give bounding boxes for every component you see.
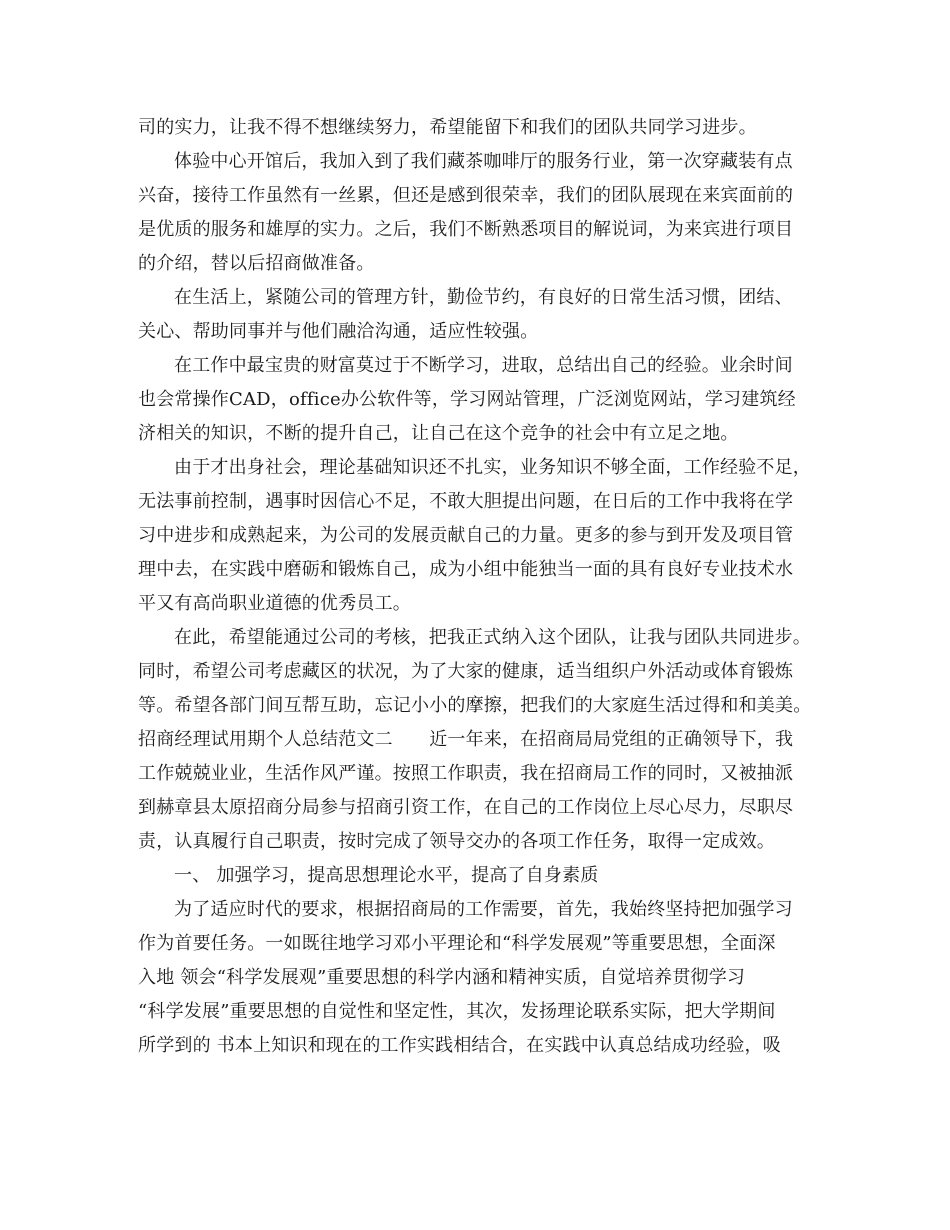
paragraph-line: 为了适应时代的要求，根据招商局的工作需要，首先，我始终坚持把加强学习 xyxy=(174,899,793,920)
paragraph-line: 工作兢兢业业，生活作风严谨。按照工作职责，我在招商局工作的同时，又被抽派 xyxy=(138,763,794,784)
paragraph-line: 体验中心开馆后，我加入到了我们藏茶咖啡厅的服务行业，第一次穿藏装有点 xyxy=(174,151,793,172)
paragraph-line: 的介绍，替以后招商做准备。 xyxy=(138,253,375,274)
paragraph-line: 关心、帮助同事并与他们融洽沟通，适应性较强。 xyxy=(138,321,539,342)
paragraph-line: 也会常操作CAD，office办公软件等，学习网站管理，广泛浏览网站，学习建筑经 xyxy=(138,389,796,410)
paragraph-line: 平又有高尚职业道德的优秀员工。 xyxy=(138,593,411,614)
paragraph-line: 等。希望各部门间互帮互助，忘记小小的摩擦，把我们的大家庭生活过得和和美美。 xyxy=(138,695,812,716)
paragraph-line: 是优质的服务和雄厚的实力。之后，我们不断熟悉项目的解说词，为来宾进行项目 xyxy=(138,219,794,240)
paragraph-line: 到赫章县太原招商分局参与招商引资工作，在自己的工作岗位上尽心尽力，尽职尽 xyxy=(138,797,794,818)
paragraph-line: 无法事前控制，遇事时因信心不足，不敢大胆提出问题，在日后的工作中我将在学 xyxy=(138,491,794,512)
section-heading: 一、 加强学习，提高思想理论水平，提高了自身素质 xyxy=(174,865,599,886)
section-title-line: 招商经理试用期个人总结范文二 近一年来，在招商局局党组的正确领导下，我 xyxy=(138,729,794,750)
paragraph-line: 责，认真履行自己职责，按时完成了领导交办的各项工作任务，取得一定成效。 xyxy=(138,831,775,852)
paragraph-line: 同时，希望公司考虑藏区的状况，为了大家的健康，适当组织户外活动或体育锻炼 xyxy=(138,661,794,682)
paragraph-line: 作为首要任务。一如既往地学习邓小平理论和“科学发展观”等重要思想，全面深 xyxy=(138,933,776,954)
paragraph-line: 所学到的 书本上知识和现在的工作实践相结合，在实践中认真总结成功经验，吸 xyxy=(138,1035,781,1056)
paragraph-line: 在工作中最宝贵的财富莫过于不断学习，进取，总结出自己的经验。业余时间 xyxy=(174,355,793,376)
paragraph-line: “科学发展”重要思想的自觉性和坚定性，其次，发扬理论联系实际，把大学期间 xyxy=(138,1001,776,1022)
paragraph-line: 司的实力，让我不得不想继续努力，希望能留下和我们的团队共同学习进步。 xyxy=(138,117,757,138)
paragraph-line: 理中去，在实践中磨砺和锻炼自己，成为小组中能独当一面的具有良好专业技术水 xyxy=(138,559,794,580)
paragraph-line: 入地 领会“科学发展观”重要思想的科学内涵和精神实质，自觉培养贯彻学习 xyxy=(138,967,746,988)
paragraph-line: 习中进步和成熟起来，为公司的发展贡献自己的力量。更多的参与到开发及项目管 xyxy=(138,525,794,546)
paragraph-line: 由于才出身社会，理论基础知识还不扎实，业务知识不够全面，工作经验不足， xyxy=(174,457,811,478)
paragraph-line: 在此，希望能通过公司的考核，把我正式纳入这个团队，让我与团队共同进步。 xyxy=(174,627,811,648)
paragraph-line: 兴奋，接待工作虽然有一丝累，但还是感到很荣幸，我们的团队展现在来宾面前的 xyxy=(138,185,794,206)
paragraph-line: 在生活上，紧随公司的管理方针，勤俭节约，有良好的日常生活习惯，团结、 xyxy=(174,287,793,308)
paragraph-line: 济相关的知识，不断的提升自己，让自己在这个竞争的社会中有立足之地。 xyxy=(138,423,739,444)
